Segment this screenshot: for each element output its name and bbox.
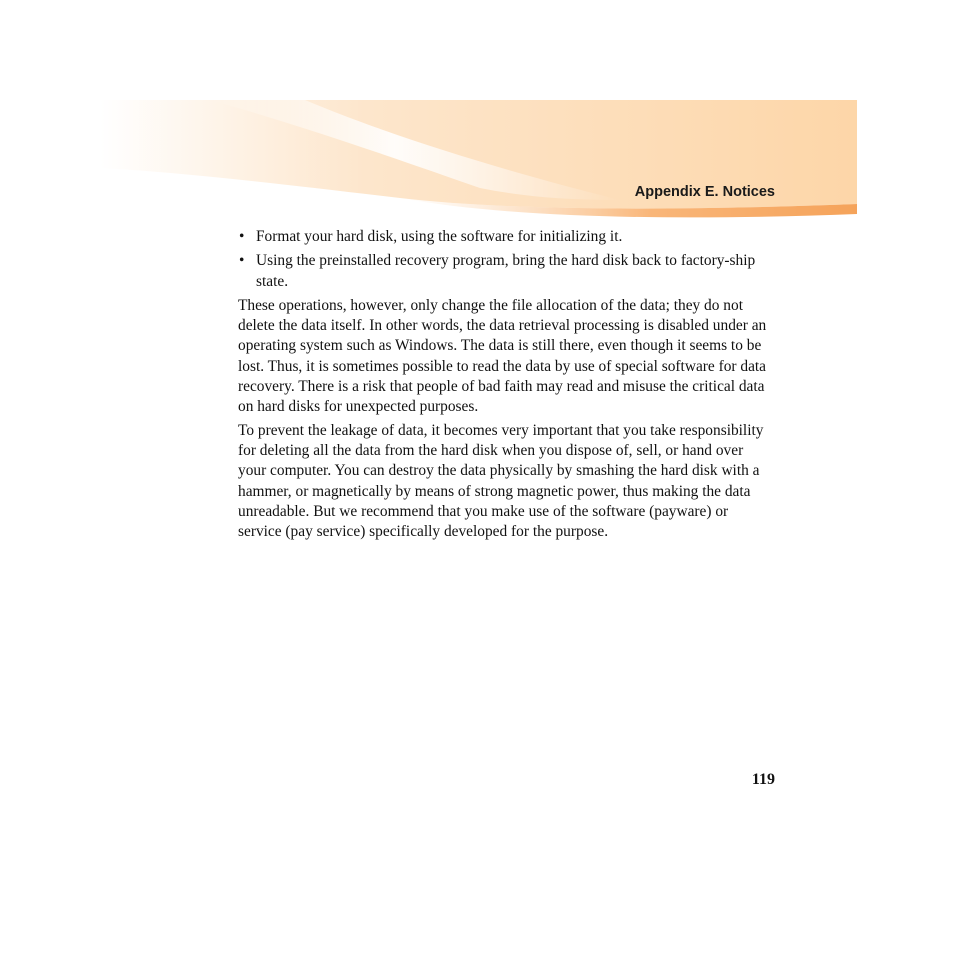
list-item [238,251,774,292]
page-content [238,227,774,545]
bullet-icon: • [239,252,245,270]
section-title: Appendix E. Notices [634,184,775,200]
list-item [238,227,774,247]
paragraph: These operations, however, only change the file allocation of the data; they do not delete the data itself. In other words, the data retrieval processing is disabled under an operating system such as Windows. The data is still there, even though it seems to be lost. Thus, it is sometimes possible to read the data by use of special software for data recovery. There is a risk that people of bad faith may read and misuse the critical data on hard disks for unexpected purposes. [238,296,767,416]
paragraph: To prevent the leakage of data, it becomes very important that you take responsibility for deleting all the data from the hard disk when you dispose of, sell, or hand over your computer. You can destroy the data physically by smashing the hard disk with a hammer, or magnetically by means of strong magnetic power, thus making the data unreadable. But we recommend that you make use of the software (payware) or service (pay service) specifically developed for the purpose. [238,421,764,541]
page-number: 119 [751,771,775,788]
bullet-icon: • [239,228,245,245]
list-item-text: Format your hard disk, using the software for initializing it. [256,228,623,245]
bullet-list [238,227,774,292]
list-item-text: Using the preinstalled recovery program, bring the hard disk back to factory-ship state. [256,252,756,290]
